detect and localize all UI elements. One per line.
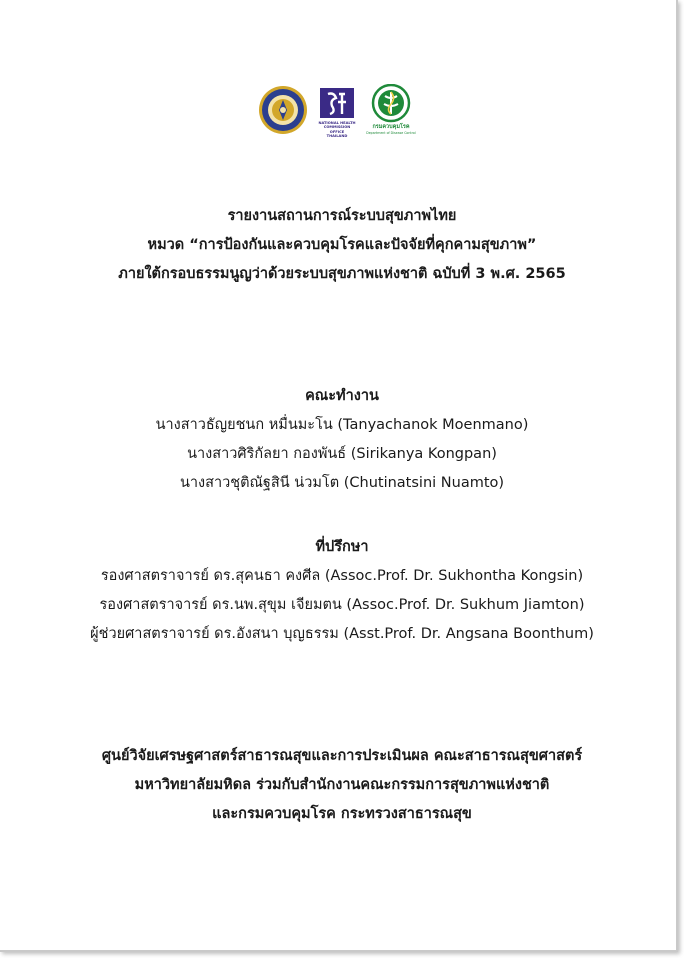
advisor-member: ผู้ช่วยศาสตราจารย์ ดร.อังสนา บุญธรรม (Asst.Prof. Dr. Angsana Boonthum) <box>90 626 594 642</box>
institution-footer <box>0 742 684 829</box>
footer-line-2: มหาวิทยาลัยมหิดล ร่วมกับสำนักงานคณะกรรมการสุขภาพแห่งชาติ <box>134 777 550 793</box>
national-health-commission-logo <box>316 88 358 140</box>
university-seal-icon <box>258 84 308 136</box>
ddc-caption-en: Department of Disease Control <box>366 131 416 135</box>
working-team-section <box>0 382 684 498</box>
team-member: นางสาวชุติณัฐสินี น่วมโต (Chutinatsini Nuamto) <box>179 475 505 491</box>
title-line-2: หมวด “การป้องกันและควบคุมโรคและปัจจัยที่คุกคามสุขภาพ” <box>147 237 537 253</box>
nhc-caption-2: COMMISSION OFFICE <box>323 125 351 134</box>
footer-line-3: และกรมควบคุมโรค กระทรวงสาธารณสุข <box>212 806 472 822</box>
ddc-caption-th: กรมควบคุมโรค <box>372 124 410 130</box>
advisor-member: รองศาสตราจารย์ ดร.นพ.สุขุม เจียมตน (Assoc.Prof. Dr. Sukhum Jiamton) <box>99 597 585 613</box>
team-member: นางสาวศิริกัลยา กองพันธ์ (Sirikanya Kongpan) <box>187 446 497 462</box>
report-title <box>0 202 684 289</box>
nhc-caption-3: THAILAND <box>326 134 348 139</box>
department-disease-control-icon <box>366 84 416 124</box>
nhc-caption-1: NATIONAL HEALTH <box>318 121 356 125</box>
logo-row <box>0 84 684 144</box>
title-line-1: รายงานสถานการณ์ระบบสุขภาพไทย <box>227 208 457 224</box>
advisors-section <box>0 533 684 649</box>
team-heading: คณะทำงาน <box>305 388 379 404</box>
title-line-3: ภายใต้กรอบธรรมนูญว่าด้วยระบบสุขภาพแห่งชาติ ฉบับที่ 3 พ.ศ. 2565 <box>118 266 566 282</box>
department-disease-control-logo <box>366 84 416 140</box>
footer-line-1: ศูนย์วิจัยเศรษฐศาสตร์สาธารณสุขและการประเมินผล คณะสาธารณสุขศาสตร์ <box>101 748 583 764</box>
advisors-heading: ที่ปรึกษา <box>315 539 369 555</box>
team-member: นางสาวธัญยชนก หมื่นมะโน (Tanyachanok Moenmano) <box>155 417 529 433</box>
advisor-member: รองศาสตราจารย์ ดร.สุคนธา คงศีล (Assoc.Prof. Dr. Sukhontha Kongsin) <box>100 568 584 584</box>
